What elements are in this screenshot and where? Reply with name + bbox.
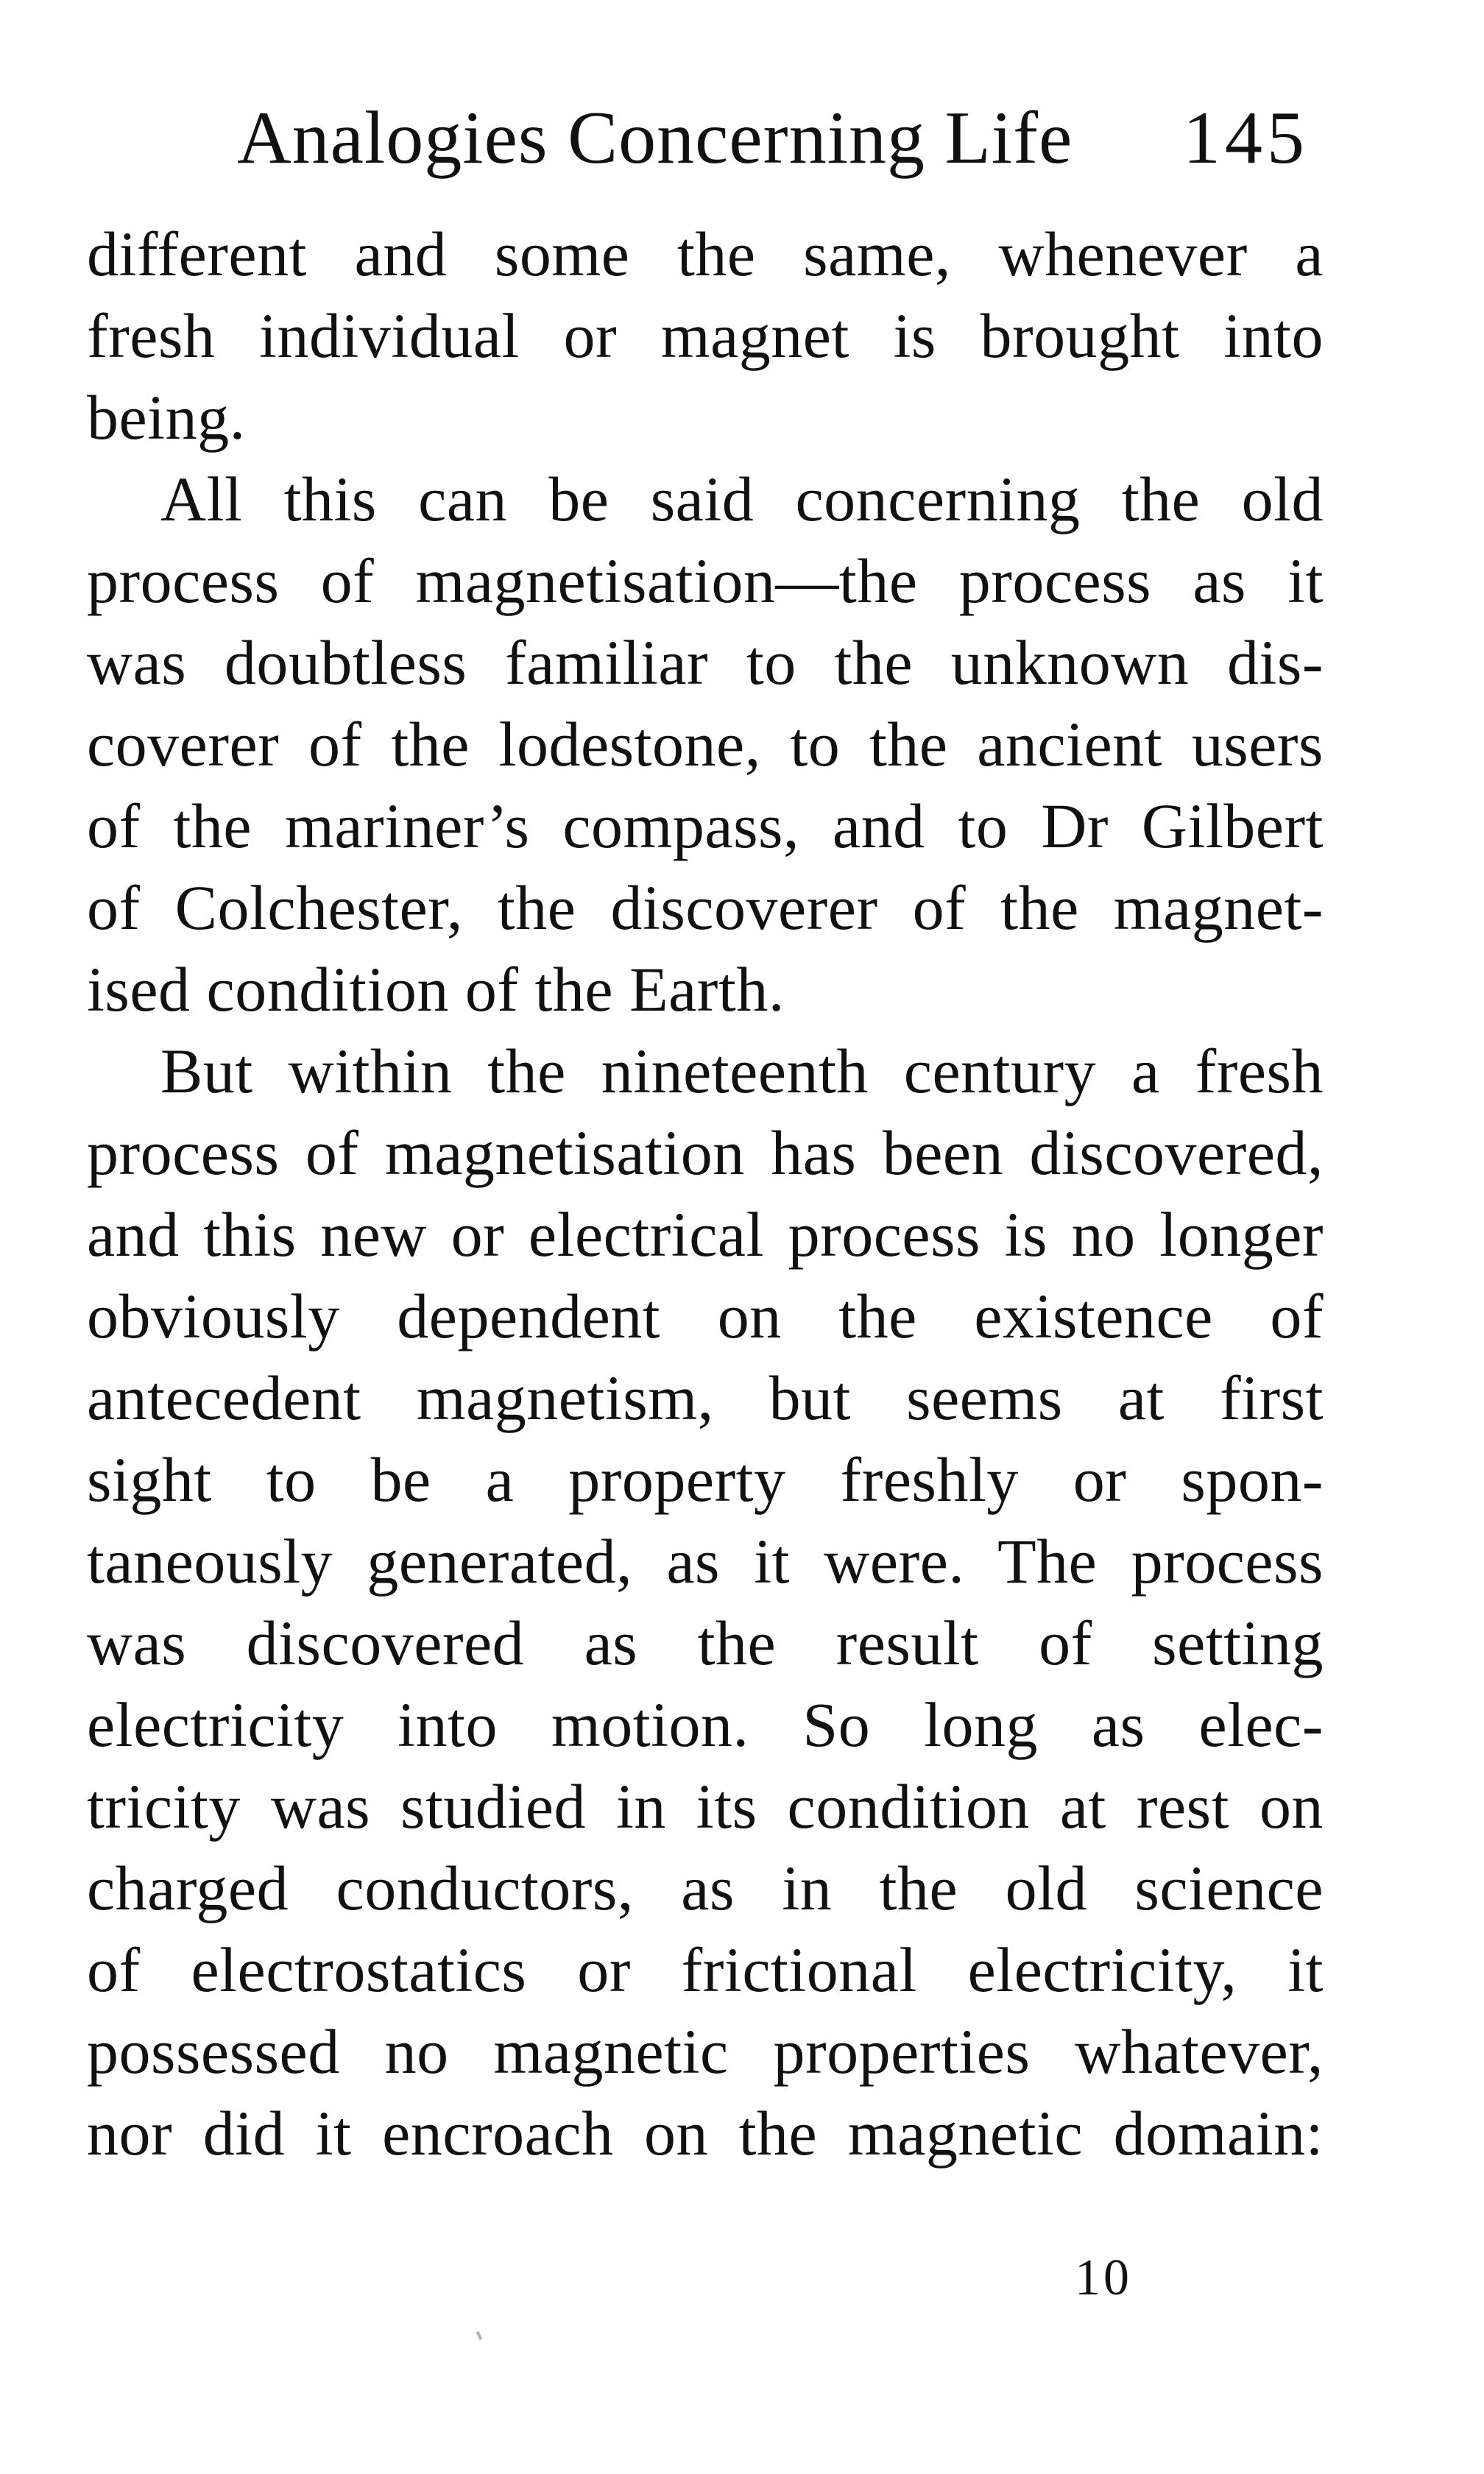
text-line: sight to be a property freshly or spon-: [87, 1444, 1324, 1515]
text-line: different and some the same, whenever a: [87, 219, 1324, 289]
page-number: 145: [1183, 96, 1309, 180]
running-head: [237, 87, 1324, 190]
text-line: obviously dependent on the existence of: [87, 1281, 1324, 1351]
text-line: being.: [87, 382, 246, 453]
text-line: taneously generated, as it were. The process: [87, 1526, 1324, 1597]
text-line: process of magnetisation—the process as it: [87, 545, 1324, 616]
text-line: possessed no magnetic properties whatever,: [87, 2016, 1324, 2087]
text-line: charged conductors, as in the old science: [87, 1853, 1324, 1923]
paper-speck: [476, 2331, 483, 2341]
paragraph-first-line: But within the nineteenth century a fresh: [160, 1036, 1324, 1106]
text-line: antecedent magnetism, but seems at first: [87, 1363, 1324, 1433]
text-line: process of magnetisation has been discovered,: [87, 1117, 1324, 1188]
text-line: electricity into motion. So long as elec-: [87, 1689, 1324, 1760]
text-line: coverer of the lodestone, to the ancient users: [87, 709, 1324, 780]
running-head-title: Analogies Concerning Life: [237, 96, 1073, 180]
text-line: tricity was studied in its condition at rest on: [87, 1771, 1324, 1842]
text-line: of electrostatics or frictional electricity, it: [87, 1934, 1324, 2005]
text-line: was doubtless familiar to the unknown dis-: [87, 627, 1324, 698]
body-text: [87, 213, 1324, 2174]
text-line: fresh individual or magnet is brought into: [87, 300, 1324, 371]
text-line: nor did it encroach on the magnetic domain:: [87, 2098, 1324, 2169]
text-line: of Colchester, the discoverer of the magnet-: [87, 872, 1324, 943]
text-line: and this new or electrical process is no longer: [87, 1199, 1324, 1270]
text-line: was discovered as the result of setting: [87, 1608, 1324, 1678]
paragraph-first-line: All this can be said concerning the old: [160, 464, 1324, 534]
signature-mark: 10: [1075, 2249, 1132, 2306]
text-line: ised condition of the Earth.: [87, 954, 785, 1025]
text-line: of the mariner’s compass, and to Dr Gilbert: [87, 791, 1324, 861]
